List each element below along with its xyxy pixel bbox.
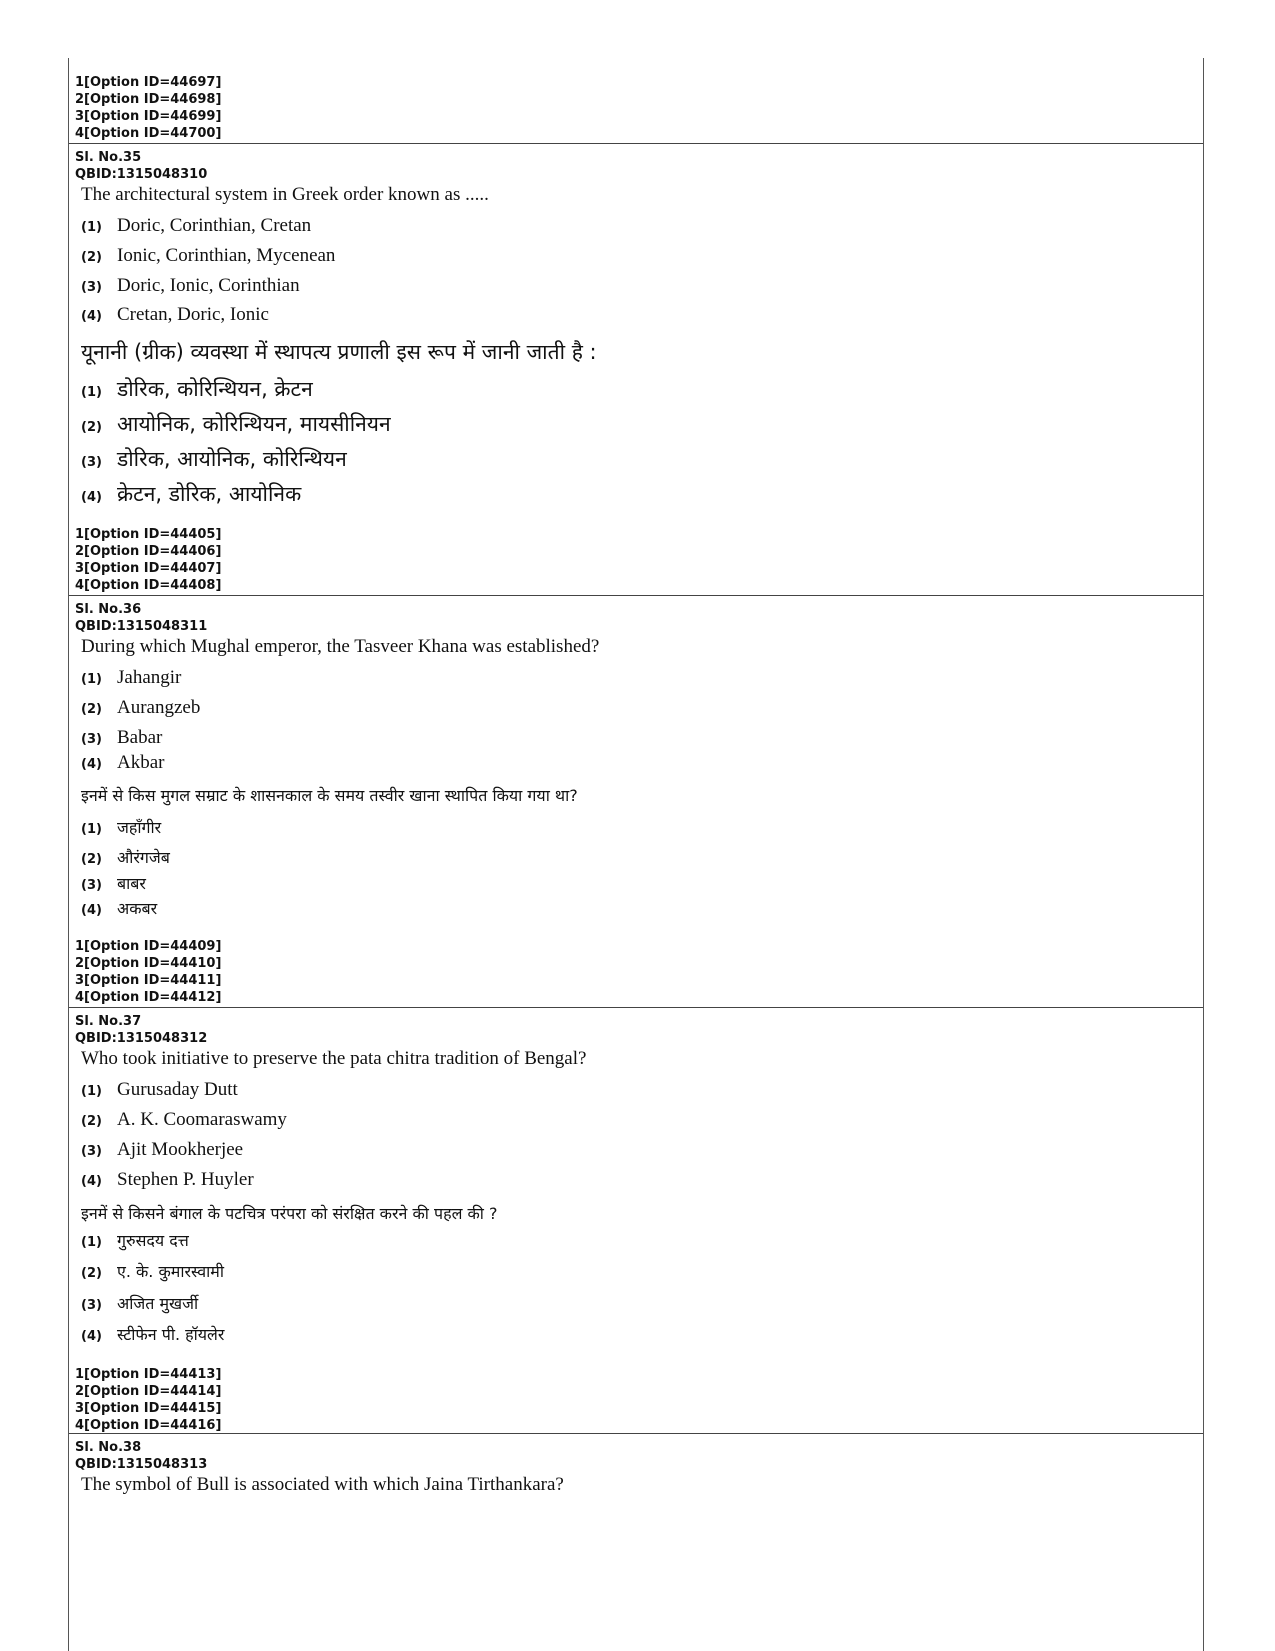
- question-text-en: The architectural system in Greek order known as .....: [81, 184, 489, 205]
- q34-option-ids: [69, 74, 1203, 142]
- option-ids: [75, 1366, 221, 1434]
- question-text-hi: इनमें से किस मुगल सम्राट के शासनकाल के समय तस्वीर खाना स्थापित किया गया था?: [81, 786, 578, 805]
- option-id: 4[Option ID=44412]: [75, 990, 222, 1005]
- option-hi: (2) आयोनिक, कोरिन्थियन, मायसीनियन: [81, 412, 391, 436]
- option-hi: (3) डोरिक, आयोनिक, कोरिन्थियन: [81, 447, 347, 471]
- serial-number: Sl. No.35: [75, 150, 142, 165]
- qbid: QBID:1315048313: [75, 1457, 208, 1472]
- option-hi: (3) अजित मुखर्जी: [81, 1294, 199, 1313]
- option-id: 1[Option ID=44409]: [75, 939, 222, 954]
- option-hi: (1) डोरिक, कोरिन्थियन, क्रेटन: [81, 377, 313, 401]
- option-hi: (1) गुरुसदय दत्त: [81, 1231, 189, 1250]
- option-en: (3) Ajit Mookherjee: [81, 1139, 244, 1160]
- qbid: QBID:1315048312: [75, 1031, 208, 1046]
- question-block-35: [69, 143, 1203, 595]
- option-hi: (1) जहाँगीर: [81, 818, 162, 837]
- qbid: QBID:1315048311: [75, 619, 208, 634]
- question-block-37: [69, 1007, 1203, 1433]
- option-hi: (2) औरंगजेब: [81, 848, 170, 867]
- page-frame: [68, 58, 1204, 1651]
- serial-number: Sl. No.37: [75, 1014, 142, 1029]
- question-text-en: Who took initiative to preserve the pata chitra tradition of Bengal?: [81, 1048, 587, 1069]
- option-en: (2) A. K. Coomaraswamy: [81, 1109, 287, 1130]
- option-en: (1) Gurusaday Dutt: [81, 1079, 238, 1100]
- option-id: 2[Option ID=44410]: [75, 956, 222, 971]
- qbid: QBID:1315048310: [75, 167, 208, 182]
- option-id: 2[Option ID=44406]: [75, 544, 222, 559]
- question-text-en: The symbol of Bull is associated with which Jaina Tirthankara?: [81, 1474, 564, 1495]
- option-id: 1[Option ID=44697]: [75, 75, 222, 90]
- serial-number: Sl. No.36: [75, 602, 142, 617]
- option-hi: (4) क्रेटन, डोरिक, आयोनिक: [81, 482, 302, 506]
- option-en: (4) Cretan, Doric, Ionic: [81, 304, 269, 325]
- option-hi: (3) बाबर: [81, 874, 146, 893]
- option-en: (2) Aurangzeb: [81, 697, 201, 718]
- option-id: 4[Option ID=44416]: [75, 1418, 222, 1433]
- option-hi: (2) ए. के. कुमारस्वामी: [81, 1262, 224, 1281]
- question-block-36: [69, 595, 1203, 1007]
- option-id: 4[Option ID=44408]: [75, 578, 222, 593]
- option-id: 3[Option ID=44699]: [75, 109, 222, 124]
- option-hi: (4) अकबर: [81, 899, 158, 918]
- option-en: (3) Babar: [81, 727, 163, 748]
- question-text-en: During which Mughal emperor, the Tasveer Khana was established?: [81, 636, 600, 657]
- question-block-38: [69, 1433, 1203, 1633]
- option-en: (4) Stephen P. Huyler: [81, 1169, 254, 1190]
- option-id: 3[Option ID=44415]: [75, 1401, 222, 1416]
- serial-number: Sl. No.38: [75, 1440, 142, 1455]
- question-text-hi: इनमें से किसने बंगाल के पटचित्र परंपरा को संरक्षित करने की पहल की ?: [81, 1204, 498, 1223]
- option-id: 4[Option ID=44700]: [75, 126, 222, 141]
- option-id: 2[Option ID=44698]: [75, 92, 222, 107]
- question-text-hi: यूनानी (ग्रीक) व्यवस्था में स्थापत्य प्रणाली इस रूप में जानी जाती है :: [81, 340, 597, 364]
- option-en: (2) Ionic, Corinthian, Mycenean: [81, 245, 336, 266]
- option-en: (3) Doric, Ionic, Corinthian: [81, 275, 300, 296]
- option-id: 1[Option ID=44405]: [75, 527, 222, 542]
- option-id: 3[Option ID=44411]: [75, 973, 222, 988]
- option-id: 1[Option ID=44413]: [75, 1367, 222, 1382]
- option-en: (4) Akbar: [81, 752, 165, 773]
- option-id: 3[Option ID=44407]: [75, 561, 222, 576]
- option-ids: [75, 938, 221, 1006]
- option-id: 2[Option ID=44414]: [75, 1384, 222, 1399]
- option-en: (1) Jahangir: [81, 667, 182, 688]
- option-ids: [75, 526, 221, 594]
- option-en: (1) Doric, Corinthian, Cretan: [81, 215, 312, 236]
- option-hi: (4) स्टीफेन पी. हॉयलेर: [81, 1325, 225, 1344]
